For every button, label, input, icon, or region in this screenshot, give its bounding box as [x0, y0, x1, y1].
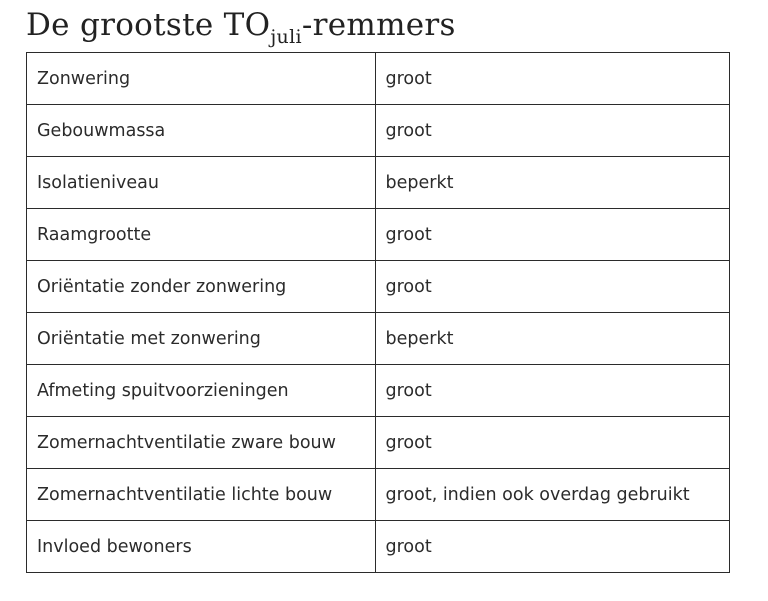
page-title: [26, 2, 456, 48]
table-row: [27, 261, 730, 313]
factor-cell: Oriëntatie met zonwering: [27, 313, 376, 365]
factor-cell: Isolatieniveau: [27, 157, 376, 209]
factor-cell: Gebouwmassa: [27, 105, 376, 157]
table-row: [27, 313, 730, 365]
title-suffix: -remmers: [301, 7, 456, 43]
effect-cell: groot: [375, 365, 730, 417]
title-subscript: juli: [270, 26, 302, 48]
title-prefix: De grootste TO: [26, 7, 271, 43]
factor-cell: Oriëntatie zonder zonwering: [27, 261, 376, 313]
effect-cell: beperkt: [375, 157, 730, 209]
effect-cell: groot: [375, 261, 730, 313]
table-row: [27, 53, 730, 105]
effect-cell: groot: [375, 521, 730, 573]
factor-cell: Zomernachtventilatie zware bouw: [27, 417, 376, 469]
factor-cell: Zomernachtventilatie lichte bouw: [27, 469, 376, 521]
effect-cell: groot, indien ook overdag gebruikt: [375, 469, 730, 521]
table-row: [27, 521, 730, 573]
effect-cell: beperkt: [375, 313, 730, 365]
table-row: [27, 365, 730, 417]
table-row: [27, 469, 730, 521]
table-row: [27, 209, 730, 261]
effect-cell: groot: [375, 53, 730, 105]
factor-cell: Zonwering: [27, 53, 376, 105]
effect-cell: groot: [375, 209, 730, 261]
table-row: [27, 417, 730, 469]
table-row: [27, 105, 730, 157]
factor-cell: Afmeting spuitvoorzieningen: [27, 365, 376, 417]
effect-cell: groot: [375, 417, 730, 469]
effect-cell: groot: [375, 105, 730, 157]
factor-cell: Invloed bewoners: [27, 521, 376, 573]
factor-cell: Raamgrootte: [27, 209, 376, 261]
table-row: [27, 157, 730, 209]
remmers-table: [26, 52, 730, 573]
